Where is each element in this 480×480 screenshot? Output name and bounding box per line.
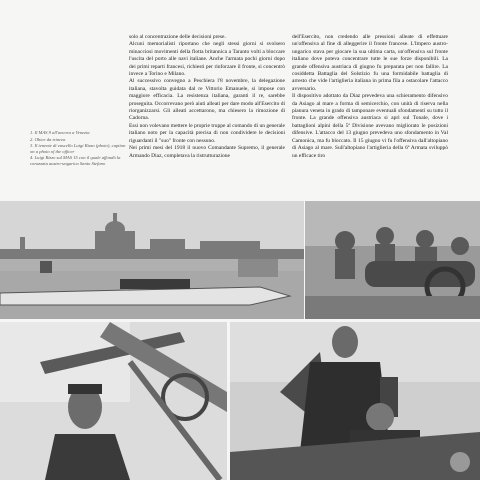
howitzer-photo [305,201,480,319]
caption-3: 3. Il tenente di vascello Luigi Rizzo (photo), caption on a photo of the officer [30,143,126,154]
paragraph: Al successivo convegno a Peschiera l'8 novembre, la delegazione italiana, stavolta guidata dal re Vittorio Emanuele, si impose con maggiore efficacia. La resistenza italiana, garanti il re, sarebbe proseguita. Occorrevano però aiuti alleati per dare modo all'Esercito di riorganizzarsi. Gli alleati accettarono, ma chiesero la rimozione di Cadorna. [129,78,285,122]
venice-mas-photo [0,201,304,319]
officer-boat-photo [230,322,480,480]
caption-4: 4. Luigi Rizzo sul MAS 15 con il quale affondò la corazzata austro-ungarica Santo Stefano [30,155,121,166]
paragraph: dell'Esercito, non credendo alle pressioni alleate di effettuare un'offensiva al fine di alleggerire il fronte francese. L'Impero austro-ungarico stava per giocare la sua ultima carta, un'offensiva sul fronte italiano dove poteva concentrare tutte le sue forze disponibili. La grande offensiva austriaca di giugno fu preparata per non fallire. La cosiddetta Battaglia del Solstizio fu una formidabile battaglia di arresto che vide l'artiglieria italiana in prima fila a ostacolare l'attacco avversario. [292,34,448,92]
officer-portrait-photo [0,322,227,480]
paragraph: solo al concentrazione delle decisioni prese. [129,34,226,40]
caption-2: 2. Obice da trincea [30,136,66,142]
text-column-2 [292,34,448,160]
paragraph: Nei primi mesi del 1918 il nuovo Comandante Supremo, il generale Armando Diaz, completava la ristrutturazione [129,145,285,159]
paragraph: Essi non volevano mettere le proprie truppe al comando di un generale italiano noto per la capacità precisa di non condividere le decisioni riguardanti il "suo" fronte con nessuno. [129,122,285,144]
text-column-1 [129,34,285,160]
paragraph: Il dispositivo adottato da Diaz prevedeva una schieramento difensivo da Asiago al mare a forma di semicerchio, con unità di riserva nella pianura veneta in grado di tamponare eventuali sfondamenti su tutto il fronte. La grande offensiva austriaca si aprì sul Tonale, dove i battaglioni alpini della 5ª Divisione avevano migliorato le posizioni difensive. L'attacco del 13 giugno prevedeva uno sfondamento in Val Camonica, ma fu bloccato. Il 15 giugno vi fu l'offensiva dall'altopiano di Asiago al mare. Sull'altopiano l'artiglieria della 6ª Armata sviluppò un efficace tiro [292,93,448,159]
photo-captions [30,130,128,168]
paragraph: Alcuni memorialisti riportano che negli stessi giorni si svolsero minacciosi movimenti della flotta britannica a Taranto volti a bloccare l'uscita del porto alle navi italiane. Anche l'armata pochi giorni dopo dei primi reparti francesi, richiesti per rinforzare il fronte, si concentrò invece a Torino e Milano. [129,41,285,78]
caption-1: 1. Il MAS 9 all'ancora a Venezia [30,130,90,135]
